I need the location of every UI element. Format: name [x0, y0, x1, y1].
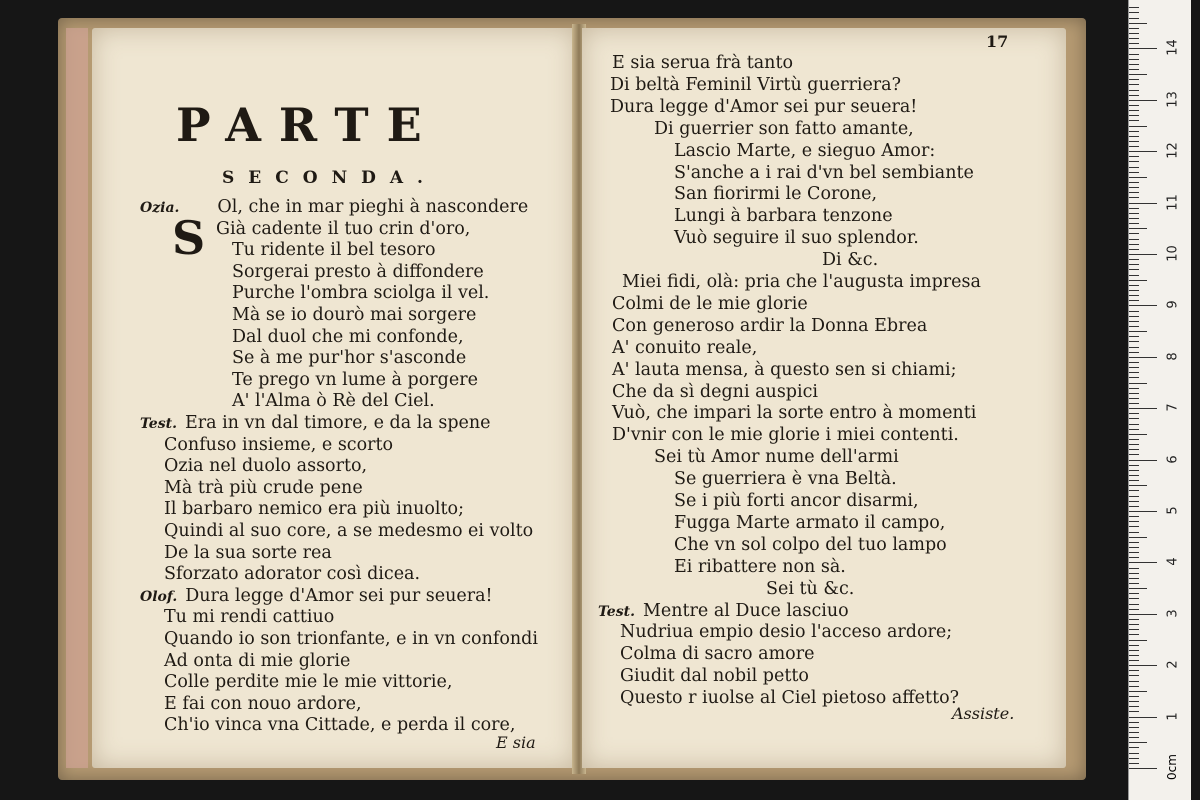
ruler-tick	[1129, 568, 1139, 569]
text-line	[232, 369, 478, 391]
ruler-tick	[1129, 341, 1139, 342]
ruler-tick	[1129, 753, 1139, 754]
ruler-tick	[1129, 18, 1139, 19]
ruler-tick	[1129, 655, 1139, 656]
verse-text: D'vnir con le mie glorie i miei contenti.	[612, 425, 959, 446]
ruler-tick	[1129, 501, 1139, 502]
ruler-tick	[1129, 172, 1139, 173]
text-line	[612, 359, 957, 381]
ruler-tick	[1129, 54, 1139, 55]
text-line	[674, 490, 919, 512]
ruler-tick	[1129, 578, 1139, 579]
ruler-number: 10	[1165, 245, 1181, 262]
text-line	[674, 468, 897, 490]
text-line	[674, 534, 947, 556]
ruler-tick	[1129, 737, 1139, 738]
ruler-tick	[1129, 110, 1139, 111]
verse-text: Miei fidi, olà: pria che l'augusta impresa	[622, 272, 981, 292]
text-line	[164, 628, 538, 650]
text-line	[674, 162, 974, 184]
text-line	[164, 542, 332, 564]
ruler-number: 9	[1165, 300, 1181, 310]
verse-text: Se à me pur'hor s'asconde	[232, 348, 467, 369]
ruler-tick	[1129, 136, 1139, 137]
ruler-number: 14	[1165, 39, 1181, 57]
drop-cap: S	[172, 211, 206, 265]
ruler-tick	[1129, 593, 1139, 594]
ruler-tick	[1129, 311, 1139, 312]
ruler-tick	[1129, 424, 1139, 425]
ruler-tick	[1129, 192, 1139, 193]
ruler-unit: 0cm	[1164, 754, 1179, 780]
ruler-number: 7	[1165, 403, 1181, 412]
verse-text: Te prego vn lume à porgere	[232, 369, 478, 390]
ruler-tick	[1129, 742, 1147, 743]
verse-text: Che da sì degni auspici	[612, 381, 818, 402]
ruler-tick	[1129, 156, 1139, 157]
ruler-tick	[1129, 254, 1157, 255]
text-line	[674, 556, 846, 578]
text-line	[622, 271, 981, 293]
ruler-tick	[1129, 105, 1139, 106]
verse-text: A' l'Alma ò Rè del Ciel.	[232, 391, 435, 412]
text-line	[232, 390, 435, 412]
ruler-tick	[1129, 280, 1147, 281]
verse-text: Ad onta di mie glorie	[164, 650, 351, 671]
ruler-tick	[1129, 670, 1139, 671]
text-line	[654, 118, 914, 140]
text-line	[164, 498, 464, 520]
ruler-number: 4	[1165, 557, 1181, 567]
ruler-tick	[1129, 475, 1139, 476]
verse-text: San fiorirmi le Corone,	[674, 184, 878, 205]
text-line	[674, 140, 935, 162]
verse-text: Che vn sol colpo del tuo lampo	[674, 534, 947, 555]
text-line	[164, 693, 362, 715]
ruler-tick	[1129, 696, 1139, 697]
verse-text: Quando io son trionfante, e in vn confondi	[164, 629, 538, 649]
ruler-tick	[1129, 187, 1139, 188]
ruler-tick	[1129, 583, 1139, 584]
ruler-tick	[1129, 115, 1139, 116]
verse-text: Di beltà Feminil Virtù guerriera?	[610, 74, 901, 95]
speaker-label: Test.	[598, 603, 635, 620]
ruler-number: 2	[1165, 660, 1181, 669]
ruler-tick	[1129, 465, 1139, 466]
ruler-tick	[1129, 686, 1139, 687]
verse-text: Già cadente il tuo crin d'oro,	[216, 218, 471, 239]
ruler-tick	[1129, 460, 1157, 461]
ruler-tick	[1129, 604, 1139, 605]
verse-text: Il barbaro nemico era più inuolto;	[164, 499, 464, 520]
verse-text: Questo r iuolse al Ciel pietoso affetto?	[620, 688, 960, 709]
ruler-tick	[1129, 326, 1139, 327]
ruler-tick	[1129, 95, 1139, 96]
ruler-tick	[1129, 48, 1157, 49]
ruler-tick	[1129, 588, 1147, 589]
ruler-number: 3	[1165, 609, 1181, 618]
ruler-tick	[1129, 624, 1139, 625]
text-line	[612, 402, 976, 424]
left-page	[92, 28, 576, 768]
text-line	[232, 326, 464, 348]
ruler-tick	[1129, 629, 1139, 630]
ruler-tick	[1129, 383, 1147, 384]
verse-text: E sia serua frà tanto	[612, 53, 794, 73]
ruler-tick	[1129, 275, 1139, 276]
ruler-tick	[1129, 218, 1139, 219]
text-line	[610, 96, 917, 118]
ruler-tick	[1129, 747, 1139, 748]
ruler-tick	[1129, 403, 1139, 404]
ruler-tick	[1129, 542, 1139, 543]
text-line	[164, 455, 367, 477]
cover-edge	[66, 28, 88, 768]
verse-text: Dura legge d'Amor sei pur seuera!	[185, 585, 493, 606]
ruler-tick	[1129, 444, 1139, 445]
text-line	[164, 520, 533, 542]
ruler-tick	[1129, 321, 1139, 322]
ruler-tick	[1129, 418, 1139, 419]
ruler-tick	[1129, 516, 1139, 517]
text-line	[140, 412, 491, 434]
ruler-number: 5	[1165, 506, 1181, 515]
ruler-number: 11	[1165, 193, 1181, 211]
ruler-tick	[1129, 645, 1139, 646]
ruler-tick	[1129, 38, 1139, 39]
verse-text: Se guerriera è vna Beltà.	[674, 469, 897, 490]
ruler-tick	[1129, 526, 1139, 527]
ruler-tick	[1129, 758, 1139, 759]
ruler-tick	[1129, 521, 1139, 522]
catchword: Assiste.	[952, 704, 1015, 723]
ruler-number: 6	[1165, 454, 1181, 464]
ruler-tick	[1129, 233, 1139, 234]
verse-text: E fai con nouo ardore,	[164, 693, 362, 714]
ruler-tick	[1129, 161, 1139, 162]
text-line	[164, 477, 363, 499]
ruler-tick	[1129, 64, 1139, 65]
text-line	[620, 687, 959, 709]
text-line	[674, 205, 893, 227]
verse-text: Dura legge d'Amor sei pur seuera!	[610, 96, 918, 117]
ruler-tick	[1129, 557, 1139, 558]
text-line	[822, 249, 878, 271]
text-line	[620, 621, 952, 643]
ruler-tick	[1129, 223, 1139, 224]
ruler-tick	[1129, 701, 1139, 702]
ruler-tick	[1129, 367, 1139, 368]
ruler-tick	[1129, 244, 1139, 245]
verse-text: Ch'io vinca vna Cittade, e perda il core,	[164, 715, 516, 736]
text-line	[612, 315, 927, 337]
verse-text: Confuso insieme, e scorto	[164, 434, 394, 455]
ruler-tick	[1129, 167, 1139, 168]
verse-text: Tu ridente il bel tesoro	[232, 240, 436, 261]
verse-text: Lascio Marte, e sieguo Amor:	[674, 140, 936, 161]
ruler-tick	[1129, 763, 1139, 764]
ruler-tick	[1129, 496, 1139, 497]
verse-text: Lungi à barbara tenzone	[674, 206, 893, 227]
ruler-tick	[1129, 480, 1139, 481]
ruler-tick	[1129, 598, 1139, 599]
ruler-tick	[1129, 120, 1139, 121]
ruler-tick	[1129, 711, 1139, 712]
ruler-tick	[1129, 259, 1139, 260]
ruler-number: 1	[1165, 711, 1181, 721]
verse-text: Di &c.	[822, 250, 879, 271]
text-line	[232, 304, 476, 326]
ruler-tick	[1129, 609, 1139, 610]
text-line	[232, 347, 466, 369]
ruler-tick	[1129, 573, 1139, 574]
text-line	[140, 196, 528, 218]
ruler-tick	[1129, 295, 1139, 296]
verse-text: Se i più forti ancor disarmi,	[674, 491, 919, 511]
ruler-tick	[1129, 100, 1157, 101]
ruler-tick	[1129, 177, 1147, 178]
ruler-tick	[1129, 449, 1139, 450]
verse-text: Mentre al Duce lasciuo	[642, 600, 849, 621]
ruler-tick	[1129, 264, 1139, 265]
verse-text: Dal duol che mi confonde,	[232, 326, 464, 347]
text-line	[610, 74, 901, 96]
ruler-tick	[1129, 90, 1139, 91]
ruler-tick	[1129, 59, 1139, 60]
ruler-tick	[1129, 768, 1157, 769]
ruler-tick	[1129, 352, 1139, 353]
ruler-tick	[1129, 213, 1139, 214]
verse-text: Ol, che in mar pieghi à nascondere	[217, 197, 529, 217]
ruler-tick	[1129, 727, 1139, 728]
ruler-tick	[1129, 650, 1139, 651]
ruler-tick	[1129, 208, 1139, 209]
verse-text: Quindi al suo core, a se medesmo ei volto	[164, 521, 534, 541]
text-line	[612, 52, 793, 74]
ruler-tick	[1129, 228, 1147, 229]
ruler-tick	[1129, 532, 1139, 533]
ruler-tick	[1129, 290, 1139, 291]
ruler-tick	[1129, 79, 1139, 80]
ruler-tick	[1129, 547, 1139, 548]
text-line	[164, 434, 393, 456]
verse-text: Colma di sacro amore	[620, 644, 815, 665]
ruler-tick	[1129, 331, 1147, 332]
ruler-tick	[1129, 614, 1157, 615]
text-line	[612, 337, 757, 359]
verse-text: Tu mi rendi cattiuo	[164, 607, 335, 628]
ruler-tick	[1129, 43, 1139, 44]
text-line	[598, 600, 849, 622]
ruler-tick	[1129, 537, 1147, 538]
verse-text: Vuò, che impari la sorte entro à momenti	[612, 403, 977, 424]
verse-text: Sorgerai presto à diffondere	[232, 261, 484, 282]
ruler-tick	[1129, 634, 1139, 635]
ruler-tick	[1129, 285, 1139, 286]
verse-text: A' lauta mensa, à questo sen si chiami;	[612, 359, 957, 380]
text-line	[620, 665, 809, 687]
verse-text: De la sua sorte rea	[164, 542, 332, 563]
text-line	[612, 293, 808, 315]
ruler-tick	[1129, 84, 1139, 85]
text-line	[232, 282, 489, 304]
text-line	[674, 512, 945, 534]
speaker-label: Test.	[140, 416, 177, 432]
text-line	[164, 606, 334, 628]
ruler-tick	[1129, 347, 1139, 348]
ruler-tick	[1129, 552, 1139, 553]
ruler-tick	[1129, 408, 1157, 409]
verse-text: Ei ribattere non sà.	[674, 556, 846, 577]
ruler-tick	[1129, 706, 1139, 707]
measurement-ruler	[1128, 0, 1191, 800]
text-line	[232, 239, 436, 261]
ruler-tick	[1129, 151, 1157, 152]
text-line	[674, 227, 919, 249]
page-title: PARTE	[176, 98, 440, 152]
verse-text: A' conuito reale,	[612, 337, 758, 358]
ruler-tick	[1129, 681, 1139, 682]
verse-text: Fugga Marte armato il campo,	[674, 512, 946, 533]
ruler-tick	[1129, 305, 1157, 306]
speaker-label: Ozia.	[140, 200, 180, 216]
ruler-number: 13	[1165, 91, 1181, 108]
text-line	[164, 650, 350, 672]
ruler-tick	[1129, 429, 1139, 430]
ruler-tick	[1129, 665, 1157, 666]
text-line	[164, 714, 515, 736]
text-line	[620, 643, 814, 665]
text-line	[674, 183, 877, 205]
ruler-tick	[1129, 372, 1139, 373]
ruler-tick	[1129, 388, 1139, 389]
ruler-tick	[1129, 717, 1157, 718]
ruler-tick	[1129, 126, 1147, 127]
text-line	[612, 424, 959, 446]
ruler-tick	[1129, 398, 1139, 399]
ruler-tick	[1129, 7, 1139, 8]
ruler-tick	[1129, 182, 1139, 183]
ruler-tick	[1129, 336, 1139, 337]
ruler-tick	[1129, 470, 1139, 471]
ruler-tick	[1129, 732, 1139, 733]
text-line	[766, 578, 854, 600]
verse-text: Colmi de le mie glorie	[612, 293, 808, 314]
verse-text: Con generoso ardir la Donna Ebrea	[612, 315, 928, 336]
ruler-tick	[1129, 485, 1147, 486]
ruler-tick	[1129, 511, 1157, 512]
text-line	[164, 671, 452, 693]
ruler-tick	[1129, 316, 1139, 317]
verse-text: Mà trà più crude pene	[164, 477, 363, 498]
ruler-tick	[1129, 69, 1139, 70]
ruler-tick	[1129, 362, 1139, 363]
ruler-tick	[1129, 506, 1139, 507]
text-line	[232, 261, 484, 283]
ruler-tick	[1129, 269, 1139, 270]
ruler-tick	[1129, 33, 1139, 34]
ruler-tick	[1129, 74, 1147, 75]
ruler-number: 8	[1165, 352, 1181, 361]
ruler-tick	[1129, 203, 1157, 204]
ruler-number: 12	[1165, 142, 1181, 159]
verse-text: Di guerrier son fatto amante,	[654, 118, 914, 139]
ruler-tick	[1129, 413, 1139, 414]
verse-text: Sei tù Amor nume dell'armi	[654, 447, 899, 468]
page-subtitle: SECONDA.	[222, 168, 437, 188]
text-line	[140, 585, 493, 607]
ruler-tick	[1129, 131, 1139, 132]
text-line	[164, 563, 420, 585]
ruler-tick	[1129, 490, 1139, 491]
speaker-label: Olof.	[140, 588, 178, 605]
ruler-tick	[1129, 660, 1139, 661]
ruler-tick	[1129, 439, 1139, 440]
ruler-tick	[1129, 722, 1139, 723]
right-page	[582, 28, 1066, 768]
ruler-tick	[1129, 454, 1139, 455]
ruler-tick	[1129, 146, 1139, 147]
page-number: 17	[986, 32, 1009, 51]
verse-text: Sei tù &c.	[766, 578, 855, 599]
verse-text: Era in vn dal timore, e da la spene	[184, 413, 491, 433]
ruler-tick	[1129, 197, 1139, 198]
ruler-tick	[1129, 249, 1139, 250]
verse-text: Nudriua empio desio l'acceso ardore;	[620, 622, 953, 643]
verse-text: Sforzato adorator così dicea.	[164, 564, 421, 585]
text-line	[216, 218, 470, 240]
ruler-tick	[1129, 393, 1139, 394]
ruler-tick	[1129, 23, 1147, 24]
verse-text: Colle perdite mie le mie vittorie,	[164, 672, 453, 693]
ruler-tick	[1129, 300, 1139, 301]
ruler-tick	[1129, 239, 1139, 240]
verse-text: S'anche a i rai d'vn bel sembiante	[674, 162, 974, 183]
catchword: E sia	[496, 733, 536, 752]
ruler-tick	[1129, 562, 1157, 563]
verse-text: Ozia nel duolo assorto,	[164, 456, 368, 477]
ruler-tick	[1129, 691, 1147, 692]
verse-text: Giudit dal nobil petto	[620, 666, 809, 687]
ruler-tick	[1129, 619, 1139, 620]
ruler-tick	[1129, 357, 1157, 358]
ruler-tick	[1129, 28, 1139, 29]
text-line	[612, 381, 818, 403]
verse-text: Purche l'ombra sciolga il vel.	[232, 283, 490, 304]
ruler-tick	[1129, 434, 1147, 435]
ruler-tick	[1129, 675, 1139, 676]
ruler-tick	[1129, 12, 1139, 13]
ruler-tick	[1129, 141, 1139, 142]
text-line	[654, 446, 899, 468]
verse-text: Vuò seguire il suo splendor.	[674, 228, 919, 249]
verse-text: Mà se io dourò mai sorgere	[232, 305, 477, 325]
ruler-tick	[1129, 640, 1147, 641]
ruler-tick	[1129, 377, 1139, 378]
